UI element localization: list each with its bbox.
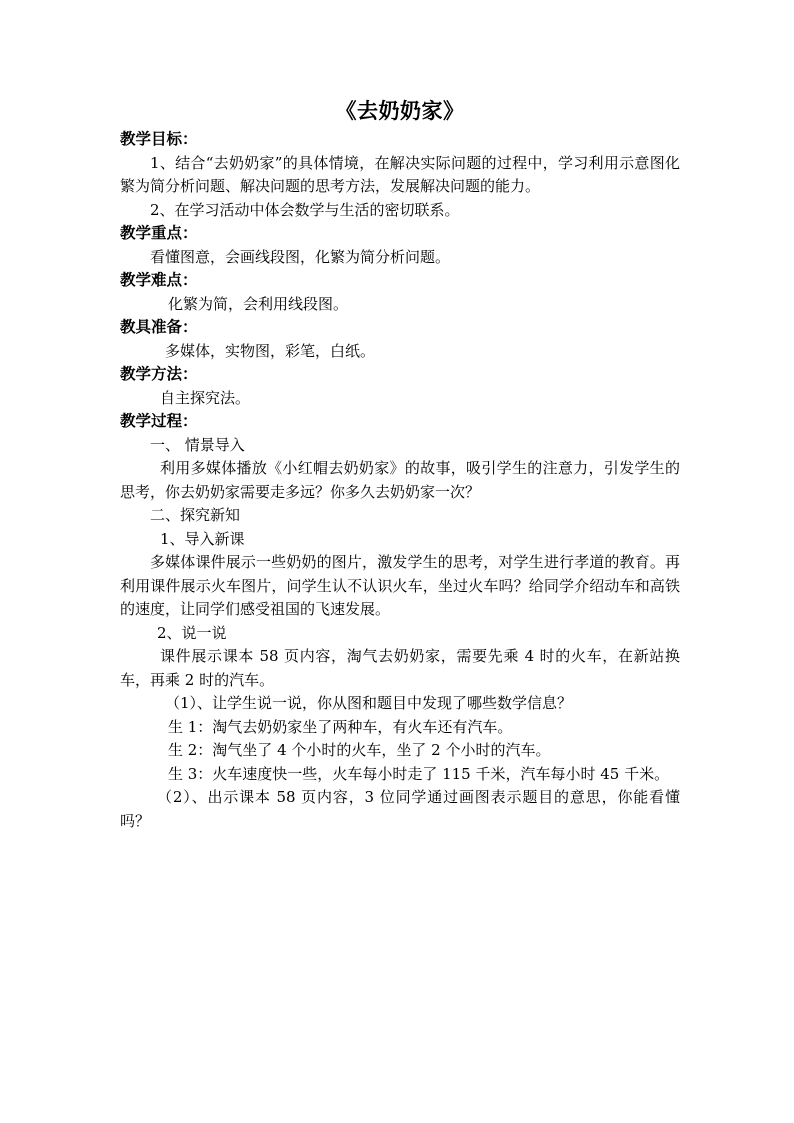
answer-2: 生 2：淘气坐了 4 个小时的火车，坐了 2 个小时的汽车。 [168,741,551,759]
teaching-tools-text: 多媒体，实物图，彩笔，白纸。 [165,341,376,360]
step-2-sub-2-title: 2、说一说 [157,623,227,642]
document-body [120,96,680,833]
step-2-sub-1-text: 多媒体课件展示一些奶奶的图片，激发学生的思考，对学生进行孝道的教育。再利用课件展示火车图片，问学生认不认识火车，坐过火车吗？给同学介绍动车和高铁的速度，让同学们感受祖国的飞速发展。 [120,553,680,618]
step-2-sub-1-title: 1、导入新课 [160,529,245,548]
teaching-method-heading: 教学方法： [120,365,198,383]
key-points-heading: 教学重点： [120,224,198,242]
teaching-process-heading: 教学过程： [120,412,198,430]
step-2-sub-2-text: 课件展示课本 58 页内容，淘气去奶奶家，需要先乘 4 时的火车，在新站换车，再乘 2 时的汽车。 [120,647,680,689]
answer-3: 生 3：火车速度快一些，火车每小时走了 115 千米，汽车每小时 45 千米。 [168,764,670,783]
question-2: （2）、出示课本 58 页内容，3 位同学通过画图表示题目的意思，你能看懂吗？ [120,788,680,830]
question-1: （1）、让学生说一说，你从图和题目中发现了哪些数学信息？ [165,694,573,712]
step-1-text: 利用多媒体播放《小红帽去奶奶家》的故事，吸引学生的注意力，引发学生的思考，你去奶奶家需要走多远？你多久去奶奶家一次？ [120,459,680,501]
objective-1: 1、结合“去奶奶家”的具体情境，在解决实际问题的过程中，学习利用示意图化繁为简分析问题、解决问题的思考方法，发展解决问题的能力。 [120,153,680,195]
step-2-title: 二、探究新知 [150,506,241,524]
objective-2: 2、在学习活动中体会数学与生活的密切联系。 [150,200,460,219]
step-1-title: 一、 情景导入 [150,435,245,454]
answer-1: 生 1：淘气去奶奶家坐了两种车，有火车还有汽车。 [168,717,513,736]
difficulty-heading: 教学难点： [120,271,198,289]
teaching-tools-heading: 教具准备： [120,318,198,336]
key-points-text: 看懂图意，会画线段图，化繁为简分析问题。 [150,247,451,266]
document-title: 《去奶奶家》 [335,99,465,123]
teaching-method-text: 自主探究法。 [160,388,251,407]
objectives-heading: 教学目标： [120,130,198,148]
difficulty-text: 化繁为简，会利用线段图。 [168,294,349,313]
